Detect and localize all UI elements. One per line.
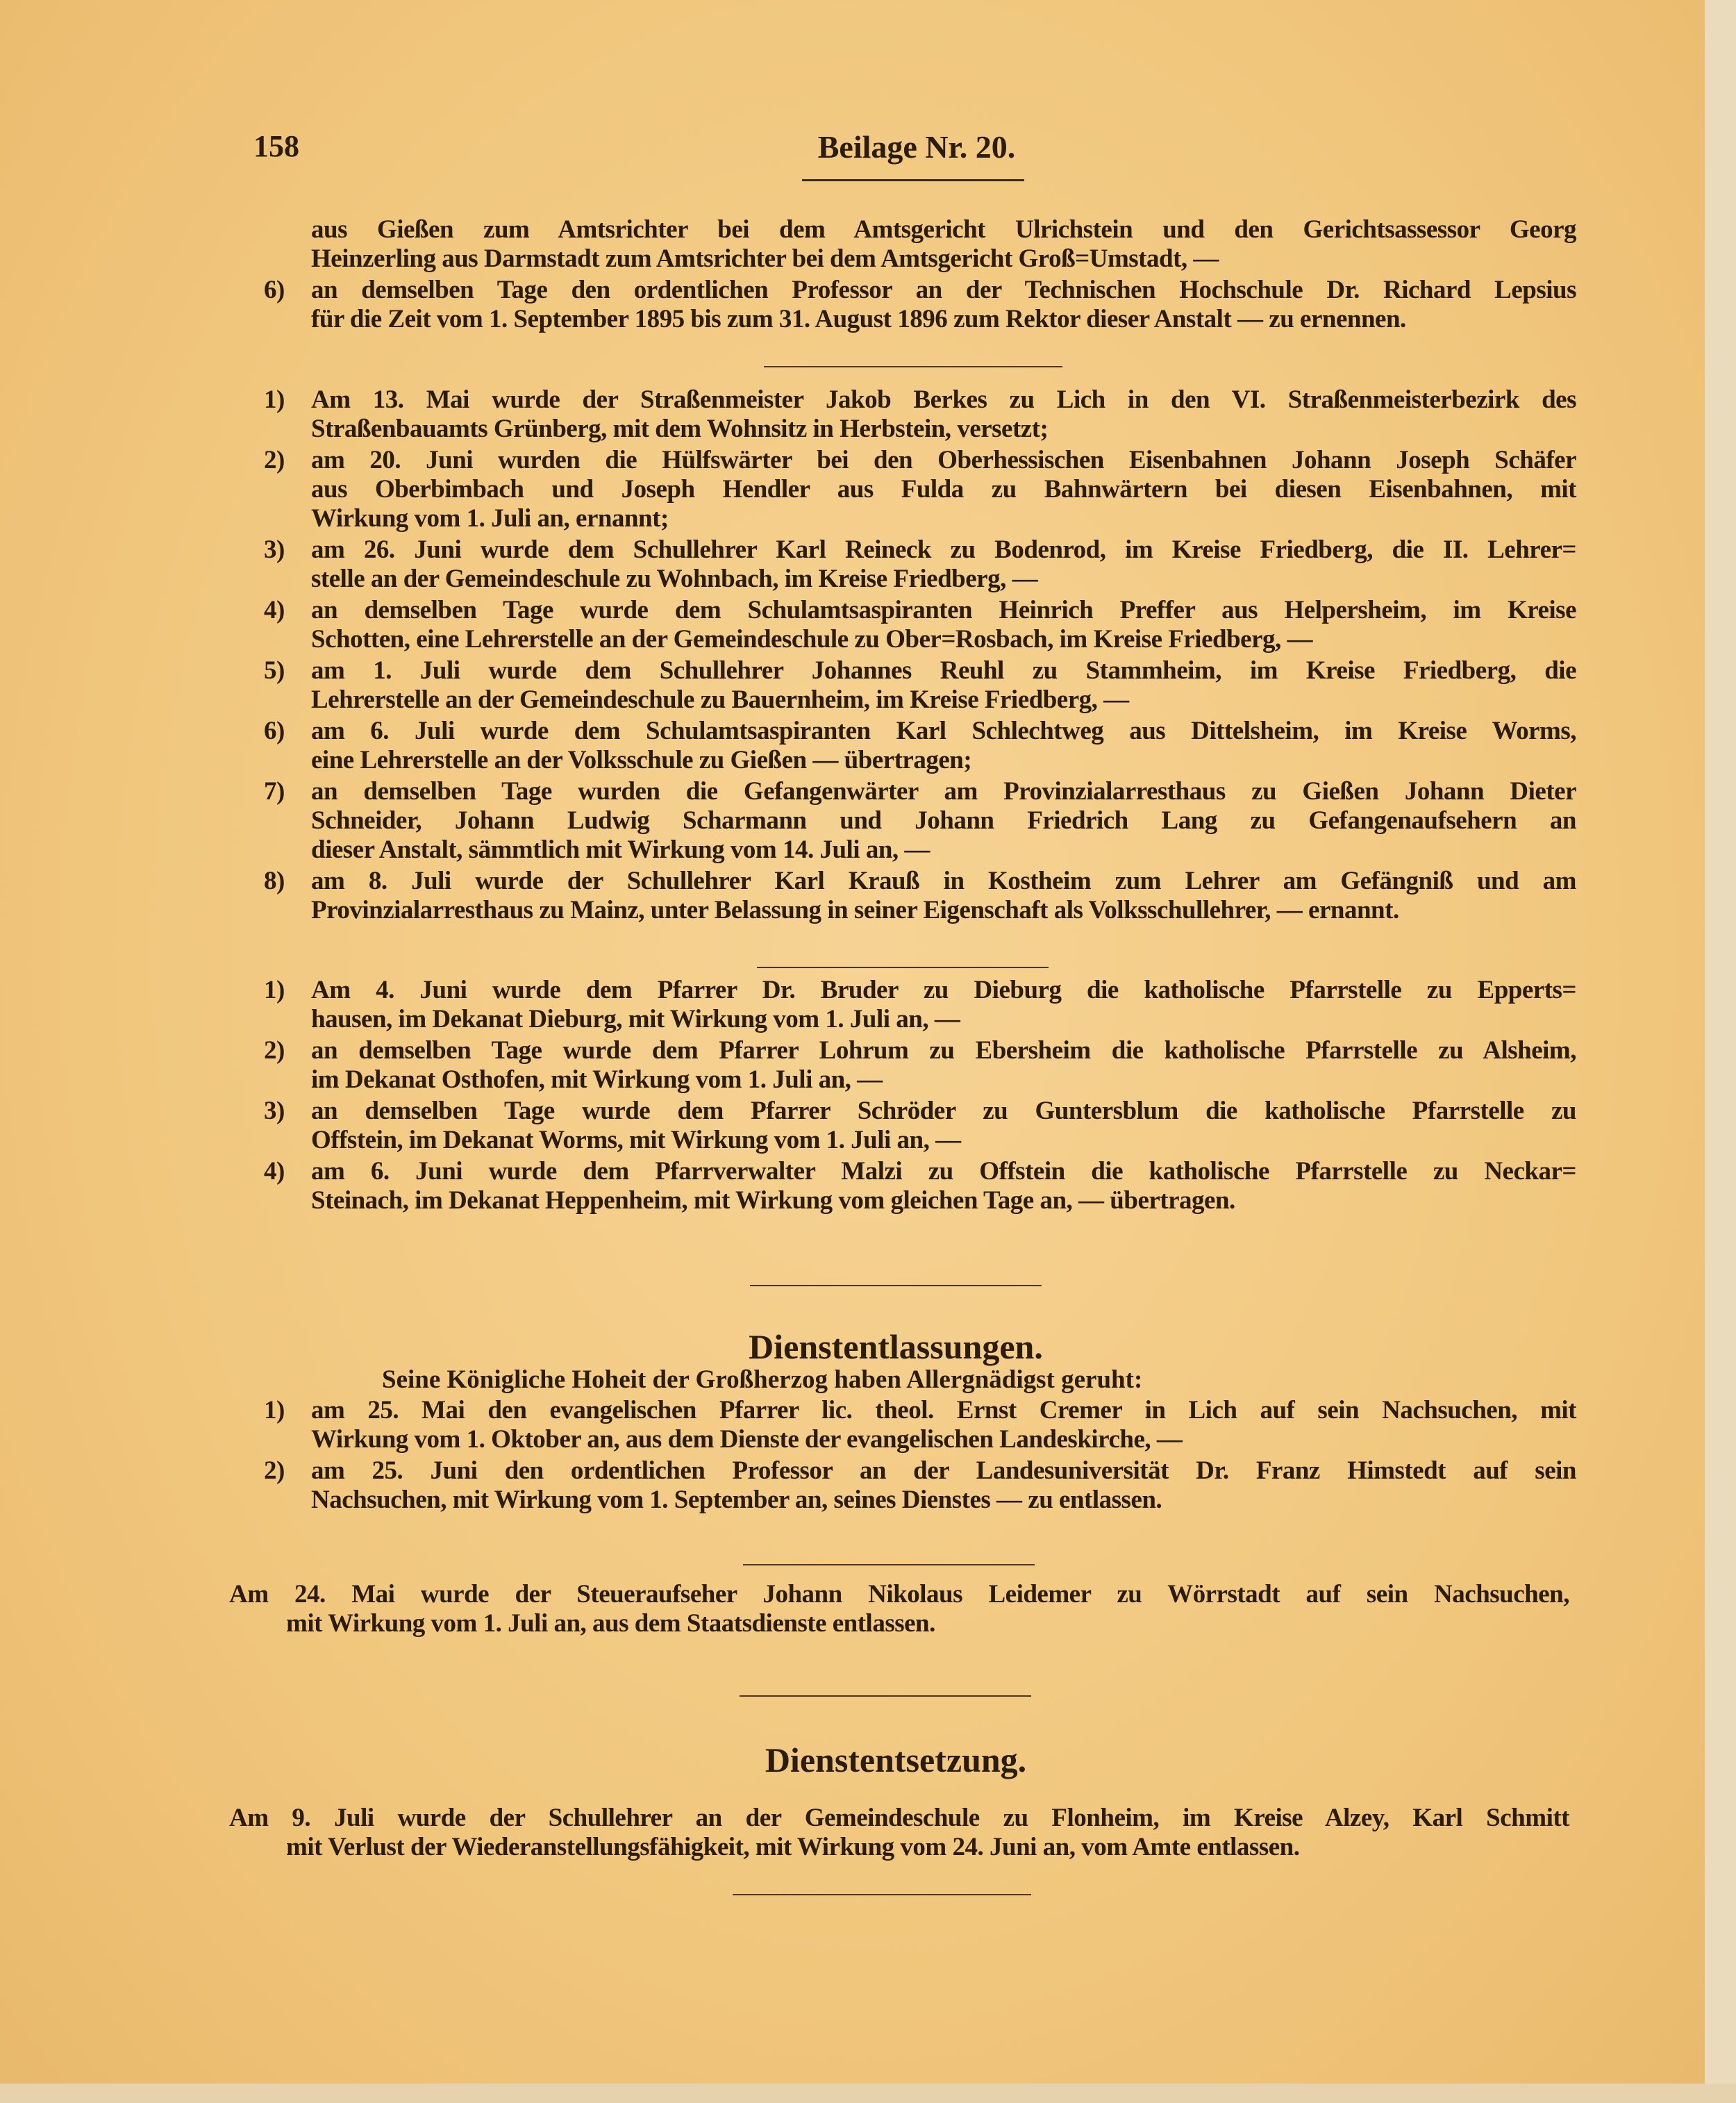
item-number: 7) [264,777,285,806]
text-line: mit Wirkung vom 1. Juli an, aus dem Staatsdienste entlassen. [286,1609,935,1638]
text-line: am 8. Juli wurde der Schullehrer Karl Krauß in Kostheim zum Lehrer am Gefängniß und am [311,867,1576,895]
item-number: 3) [264,535,285,564]
text-line: Nachsuchen, mit Wirkung vom 1. September an, seines Dienstes — zu entlassen. [311,1486,1162,1514]
item-number: 6) [264,276,285,304]
section-intro: Seine Königliche Hoheit der Großherzog haben Allergnädigst geruht: [382,1365,1143,1394]
text-line: am 25. Mai den evangelischen Pfarrer lic. theol. Ernst Cremer in Lich auf sein Nachsuchen, mit [311,1396,1576,1424]
text-line: Schotten, eine Lehrerstelle an der Gemeindeschule zu Ober=Rosbach, im Kreise Friedberg, — [311,625,1313,654]
text-line: Wirkung vom 1. Juli an, ernannt; [311,504,669,533]
text-line: dieser Anstalt, sämmtlich mit Wirkung vom 14. Juli an, — [311,836,930,864]
transfers-appointments-block [264,385,1576,927]
running-header-title: Beilage Nr. 20. [817,129,1016,165]
text-line: am 6. Juni wurde dem Pfarrverwalter Malzi zu Offstein die katholische Pfarrstelle zu Neckar= [311,1157,1576,1186]
list-item [264,976,1576,1034]
text-line: an demselben Tage wurde dem Schulamtsaspiranten Heinrich Preffer aus Helpersheim, im Kreise [311,596,1576,624]
removal-paragraph [229,1804,1569,1862]
list-item [264,276,1576,334]
list-item [264,1097,1576,1155]
parish-appointments-block [264,976,1576,1217]
list-item [264,1456,1576,1515]
item-number: 4) [264,596,285,624]
text-line: aus Gießen zum Amtsrichter bei dem Amtsgericht Ulrichstein und den Gerichtsassessor Georg [311,215,1576,244]
text-line: Schneider, Johann Ludwig Scharmann und Johann Friedrich Lang zu Gefangenaufsehern an [311,806,1576,835]
text-line: am 1. Juli wurde dem Schullehrer Johannes Reuhl zu Stammheim, im Kreise Friedberg, die [311,656,1576,685]
item-number: 1) [264,976,285,1004]
text-line: Steinach, im Dekanat Heppenheim, mit Wirkung vom gleichen Tage an, — übertragen. [311,1186,1235,1215]
text-line: stelle an der Gemeindeschule zu Wohnbach, im Kreise Friedberg, — [311,565,1038,593]
text-line: Am 24. Mai wurde der Steueraufseher Johann Nikolaus Leidemer zu Wörrstadt auf sein Nachsuchen, [229,1580,1569,1609]
continued-appointments-block [264,215,1576,336]
list-item [264,596,1576,654]
list-item [264,1036,1576,1095]
divider [733,1894,1031,1895]
list-item [264,385,1576,444]
dismissal-paragraph [229,1580,1569,1638]
text-line: an demselben Tage wurde dem Pfarrer Lohrum zu Ebersheim die katholische Pfarrstelle zu Alsheim, [311,1036,1576,1065]
item-number: 4) [264,1157,285,1186]
text-line: an demselben Tage den ordentlichen Professor an der Technischen Hochschule Dr. Richard Lepsius [311,276,1576,304]
text-line: am 6. Juli wurde dem Schulamtsaspiranten Karl Schlechtweg aus Dittelsheim, im Kreise Worms, [311,717,1576,745]
list-item [264,1157,1576,1215]
list-item [264,777,1576,865]
text-line: Offstein, im Dekanat Worms, mit Wirkung vom 1. Juli an, — [311,1126,961,1154]
text-line: am 25. Juni den ordentlichen Professor an der Landesuniversität Dr. Franz Himstedt auf sein [311,1456,1576,1485]
page-edge-bottom [0,2084,1736,2103]
page-edge-right [1705,0,1736,2103]
item-number: 5) [264,656,285,685]
text-line: hausen, im Dekanat Dieburg, mit Wirkung vom 1. Juli an, — [311,1005,960,1033]
text-line: für die Zeit vom 1. September 1895 bis zum 31. August 1896 zum Rektor dieser Anstalt — zu ernennen. [311,305,1406,333]
divider [764,366,1062,367]
text-line: Heinzerling aus Darmstadt zum Amtsrichter bei dem Amtsgericht Groß=Umstadt, — [311,244,1219,273]
item-number: 2) [264,446,285,474]
text-line: an demselben Tage wurden die Gefangenwärter am Provinzialarresthaus zu Gießen Johann Dieter [311,777,1576,806]
item-number: 1) [264,1396,285,1424]
page-number: 158 [253,129,299,163]
text-line: Am 9. Juli wurde der Schullehrer an der Gemeindeschule zu Flonheim, im Kreise Alzey, Karl Schmitt [229,1804,1569,1832]
list-item [264,717,1576,775]
text-line: aus Oberbimbach und Joseph Hendler aus Fulda zu Bahnwärtern bei diesen Eisenbahnen, mit [311,475,1576,504]
list-item [264,535,1576,594]
text-line: am 20. Juni wurden die Hülfswärter bei den Oberhessischen Eisenbahnen Johann Joseph Schäfer [311,446,1576,474]
text-line: eine Lehrerstelle an der Volksschule zu Gießen — übertragen; [311,746,972,774]
section-heading-dienstentlassungen: Dienstentlassungen. [749,1327,1043,1366]
divider [750,1285,1042,1286]
header-rule [802,179,1024,181]
list-item [264,656,1576,715]
text-line: Provinzialarresthaus zu Mainz, unter Belassung in seiner Eigenschaft als Volksschullehrer, — ernannt. [311,896,1399,924]
item-number: 2) [264,1456,285,1485]
text-line: Wirkung vom 1. Oktober an, aus dem Dienste der evangelischen Landeskirche, — [311,1425,1183,1454]
text-line: im Dekanat Osthofen, mit Wirkung vom 1. Juli an, — [311,1065,883,1094]
dismissals-block [264,1396,1576,1517]
item-number: 3) [264,1097,285,1125]
list-item [264,446,1576,533]
item-number: 2) [264,1036,285,1065]
text-line: Am 4. Juni wurde dem Pfarrer Dr. Bruder zu Dieburg die katholische Pfarrstelle zu Epperts= [311,976,1576,1004]
item-number: 6) [264,717,285,745]
text-line: Lehrerstelle an der Gemeindeschule zu Bauernheim, im Kreise Friedberg, — [311,685,1129,714]
text-line: am 26. Juni wurde dem Schullehrer Karl Reineck zu Bodenrod, im Kreise Friedberg, die II. Lehrer= [311,535,1576,564]
text-line: Am 13. Mai wurde der Straßenmeister Jakob Berkes zu Lich in den VI. Straßenmeisterbezirk des [311,385,1576,414]
divider [757,967,1049,968]
item-number: 1) [264,385,285,414]
divider [740,1695,1031,1697]
item-number: 8) [264,867,285,895]
text-line: mit Verlust der Wiederanstellungsfähigkeit, mit Wirkung vom 24. Juni an, vom Amte entlassen. [286,1833,1300,1861]
text-line: Straßenbauamts Grünberg, mit dem Wohnsitz in Herbstein, versetzt; [311,415,1049,443]
list-item [264,215,1576,274]
text-line: an demselben Tage wurde dem Pfarrer Schröder zu Guntersblum die katholische Pfarrstelle zu [311,1097,1576,1125]
section-heading-dienstentsetzung: Dienstentsetzung. [765,1740,1027,1779]
list-item [264,867,1576,925]
list-item [264,1396,1576,1454]
divider [743,1564,1035,1565]
